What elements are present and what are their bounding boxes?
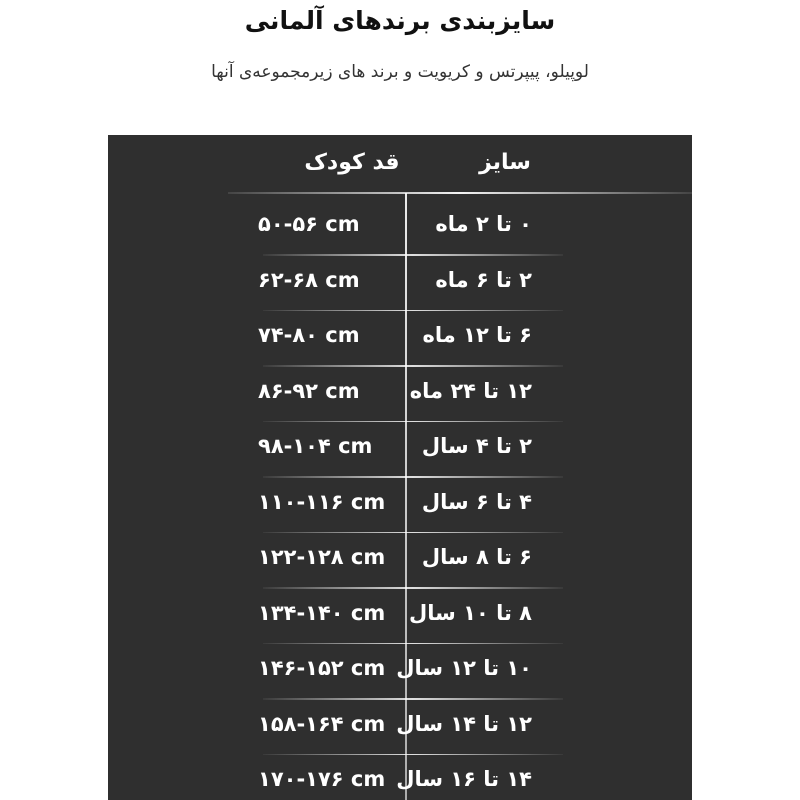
column-header-size: سایز [479,150,531,175]
table-row [108,589,692,645]
height-cell: ۸۶-۹۲ cm [258,378,360,403]
size-chart-panel [108,0,692,800]
height-cell: ۱۱۰-۱۱۶ cm [258,489,386,514]
height-cell: ۹۸-۱۰۴ cm [258,434,373,458]
height-cell: ۱۷۰-۱۷۶ cm [258,767,386,791]
size-cell: ۸ تا ۱۰ سال [409,600,532,625]
height-cell: ۱۴۶-۱۵۲ cm [258,656,386,680]
header [108,0,692,135]
height-cell: ۷۴-۸۰ cm [258,323,360,347]
height-cell: ۵۰-۵۶ cm [258,212,360,236]
size-cell: ۶ تا ۱۲ ماه [422,323,532,347]
table-row [108,644,692,700]
table-row [108,422,692,478]
table-row [108,256,692,312]
height-cell: ۱۵۸-۱۶۴ cm [258,711,386,736]
header-divider [228,192,692,194]
size-cell: ۰ تا ۲ ماه [435,212,532,236]
table-row [108,755,692,800]
table-row [108,533,692,589]
size-cell: ۱۲ تا ۱۴ سال [396,711,532,736]
size-cell: ۱۰ تا ۱۲ سال [396,656,532,680]
table-row [108,200,692,256]
size-table-body [108,200,692,800]
height-cell: ۱۳۴-۱۴۰ cm [258,600,386,625]
page-title: سایزبندی برندهای آلمانی [244,6,556,35]
table-row [108,311,692,367]
height-cell: ۱۲۲-۱۲۸ cm [258,545,386,569]
size-cell: ۱۴ تا ۱۶ سال [396,767,532,791]
size-cell: ۲ تا ۴ سال [421,434,532,458]
table-row [108,367,692,423]
size-cell: ۱۲ تا ۲۴ ماه [409,378,532,403]
height-cell: ۶۲-۶۸ cm [258,267,360,292]
table-row [108,700,692,756]
column-header-height: قد کودک [304,150,400,175]
table-row [108,478,692,534]
size-cell: ۲ تا ۶ ماه [435,267,532,292]
size-cell: ۶ تا ۸ سال [421,545,532,569]
size-cell: ۴ تا ۶ سال [421,489,532,514]
page-subtitle: لوپیلو، پیپرتس و کریویت و برند های زیرمجموعه‌ی آنها [211,62,589,82]
